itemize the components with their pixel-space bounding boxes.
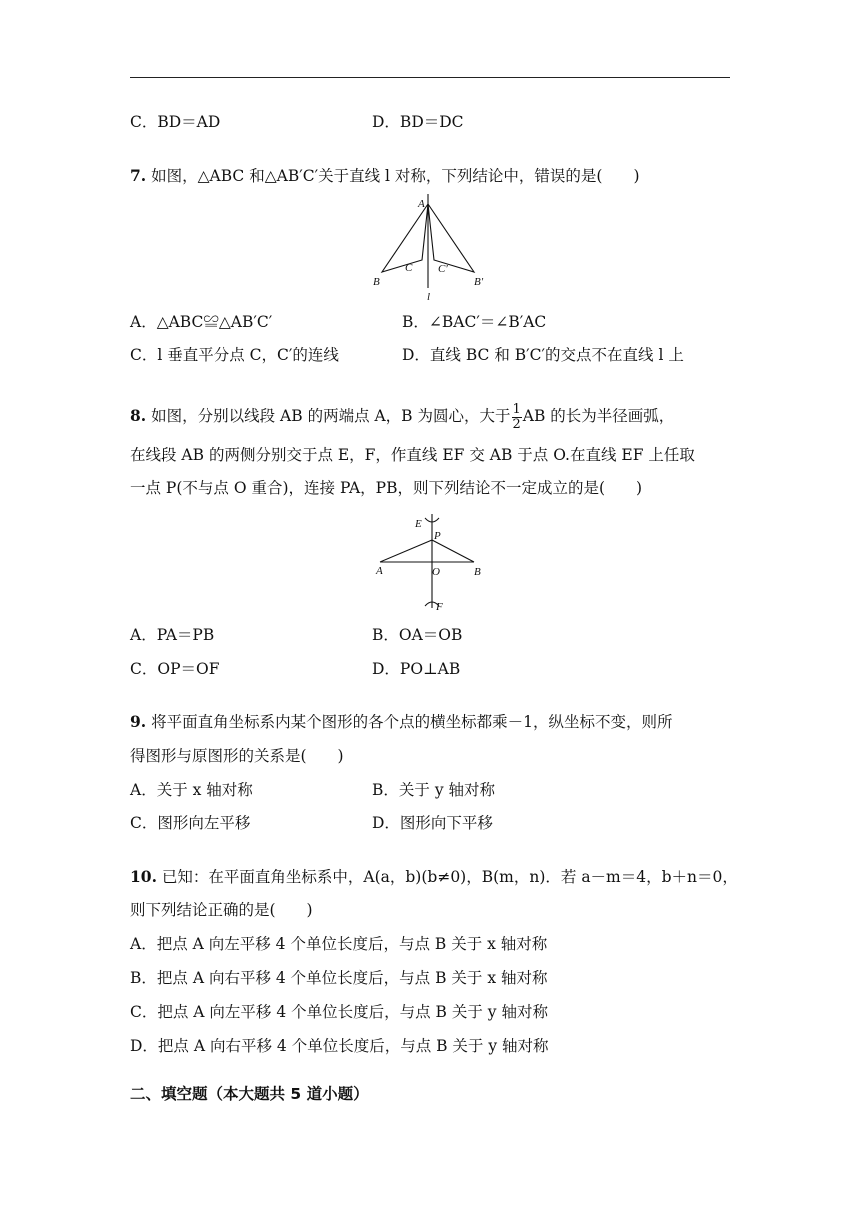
q8-stem-line1 [130,401,674,432]
q7-label-b2: B′ [474,276,484,288]
q8-option-a: A．PA＝PB [130,626,215,644]
q7-label-a: A [418,198,425,210]
q8-figure [370,512,500,614]
q7-label-b: B [373,276,380,288]
q7-triangle-ab2c2 [428,204,474,272]
q8-label-e: E [415,518,422,530]
q10-number: 10. [130,867,157,886]
q8-number: 8. [130,406,147,425]
q6-option-c: C．BD＝AD [130,113,221,131]
q8-fraction-denominator: 2 [512,416,521,432]
q7-label-c2: C′ [438,263,448,275]
q8-stem-line2: 在线段 AB 的两侧分别交于点 E，F，作直线 EF 交 AB 于点 O.在直线 EF 上任取 [130,446,695,464]
q10-stem-line2: 则下列结论正确的是( ) [130,901,313,919]
q10-option-d: D．把点 A 向右平移 4 个单位长度后，与点 B 关于 y 轴对称 [130,1037,549,1055]
q9-option-d: D．图形向下平移 [372,814,493,832]
q7-option-c: C．l 垂直平分点 C，C′的连线 [130,346,339,364]
q8-segment-pb [432,540,474,562]
q8-segment-pa [380,540,432,562]
q8-label-p: P [434,530,441,542]
q8-text-part2: AB 的长为半径画弧， [522,407,675,425]
q8-label-a: A [376,565,383,577]
q7-number: 7. [130,166,147,185]
q7-text: 如图，△ABC 和△AB′C′关于直线 l 对称，下列结论中，错误的是( ) [151,167,640,185]
q9-text: 将平面直角坐标系内某个图形的各个点的横坐标都乘－1，纵坐标不变，则所 [151,713,673,731]
q8-option-c: C．OP＝OF [130,660,220,678]
q7-option-a: A．△ABC≌△AB′C′ [130,313,273,331]
q7-option-b: B．∠BAC′＝∠B′AC [402,313,547,331]
q9-stem-line2: 得图形与原图形的关系是( ) [130,747,344,765]
q9-option-c: C．图形向左平移 [130,814,251,832]
q8-label-o: O [432,566,440,578]
q8-fraction [512,403,522,432]
q8-option-b: B．OA＝OB [372,626,463,644]
q7-stem [130,166,640,186]
q9-option-b: B．关于 y 轴对称 [372,781,496,799]
header-rule [130,77,730,78]
q6-option-d: D．BD＝DC [372,113,464,131]
q8-option-d: D．PO⊥AB [372,660,461,678]
q7-figure [360,192,500,304]
q9-number: 9. [130,712,147,731]
q9-option-a: A．关于 x 轴对称 [130,781,253,799]
q8-label-b: B [474,566,481,578]
q8-text-part1: 如图，分别以线段 AB 的两端点 A，B 为圆心，大于 [151,407,511,425]
q7-label-c: C [405,262,413,274]
q10-text: 已知：在平面直角坐标系中，A(a，b)(b≠0)，B(m，n)．若 a－m＝4，b＋n＝0， [161,868,738,886]
q10-option-a: A．把点 A 向左平移 4 个单位长度后，与点 B 关于 x 轴对称 [130,935,548,953]
q7-option-d: D．直线 BC 和 B′C′的交点不在直线 l 上 [402,346,684,364]
q8-stem-line3: 一点 P(不与点 O 重合)，连接 PA，PB，则下列结论不一定成立的是( ) [130,479,643,497]
q7-label-l: l [427,291,431,303]
q9-stem-line1 [130,712,673,732]
q8-label-f: F [436,601,443,613]
q10-option-b: B．把点 A 向右平移 4 个单位长度后，与点 B 关于 x 轴对称 [130,969,548,987]
q8-fraction-numerator: 1 [512,401,521,417]
section-2-heading: 二、填空题（本大题共 5 道小题） [130,1085,369,1103]
q10-option-c: C．把点 A 向左平移 4 个单位长度后，与点 B 关于 y 轴对称 [130,1003,548,1021]
q10-stem-line1 [130,867,738,887]
